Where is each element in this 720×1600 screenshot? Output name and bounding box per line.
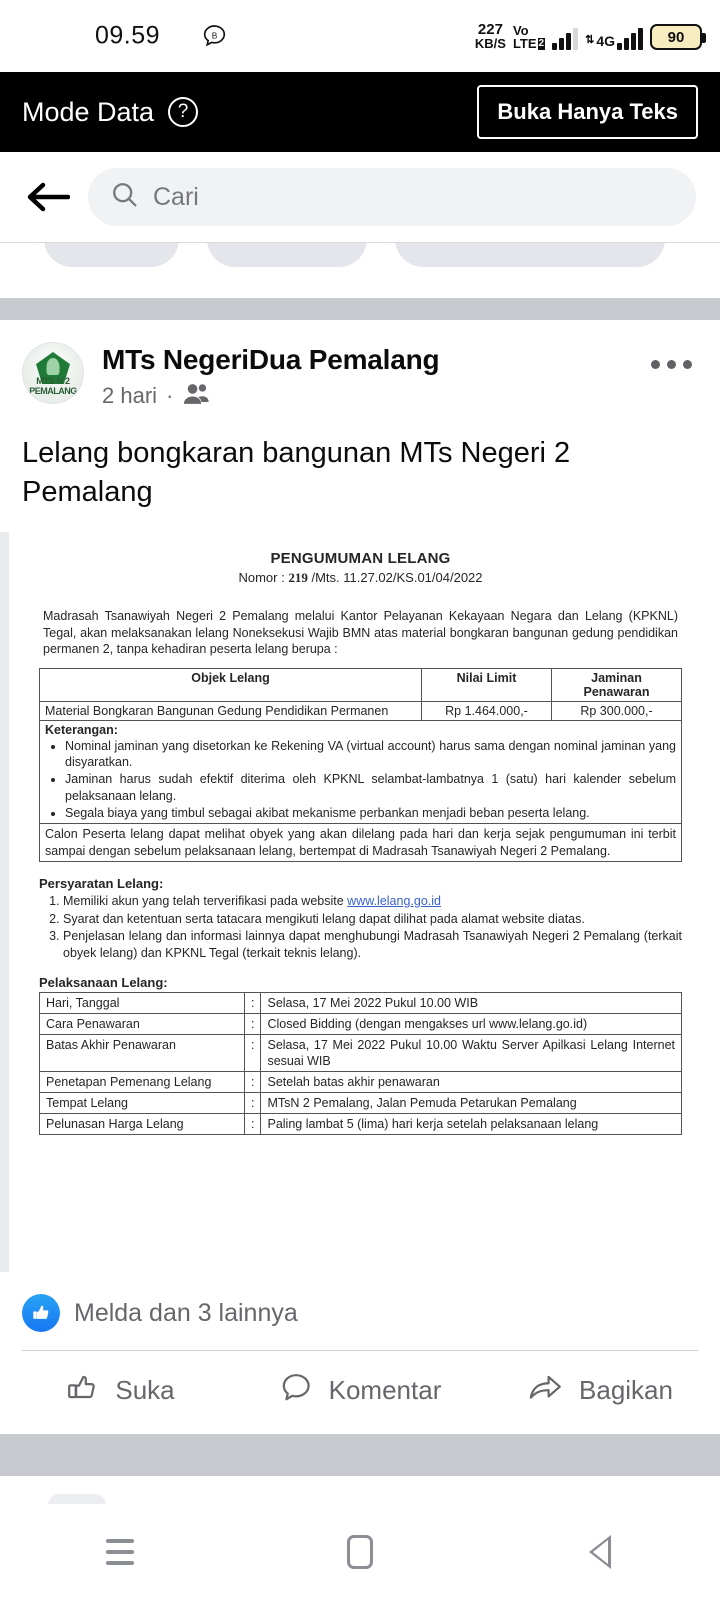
section-divider-bottom — [0, 1434, 720, 1476]
search-icon — [110, 180, 139, 214]
table-row — [40, 993, 682, 1014]
keterangan-title: Keterangan: — [45, 722, 118, 737]
pel-value: Selasa, 17 Mei 2022 Pukul 10.00 WIB — [261, 993, 682, 1014]
th-jaminan-line1: Jaminan — [591, 670, 642, 685]
post-timestamp: 2 hari — [102, 383, 158, 408]
document-title: PENGUMUMAN LELANG — [270, 550, 451, 568]
table-row — [40, 1072, 682, 1093]
td-jaminan: Rp 300.000,- — [552, 701, 682, 720]
android-navigation-bar — [0, 1504, 720, 1600]
battery-indicator — [650, 24, 702, 50]
pel-value: Paling lambat 5 (lima) hari kerja setelah pelaksanaan lelang — [261, 1114, 682, 1135]
data-mode-left-group — [22, 97, 198, 128]
share-button-label: Bagikan — [579, 1375, 673, 1406]
pel-sep: : — [245, 1093, 261, 1114]
section-divider — [0, 298, 720, 320]
thumbs-up-outline-icon — [65, 1371, 99, 1410]
avatar-dome-icon — [47, 358, 60, 375]
pel-value: MTsN 2 Pemalang, Jalan Pemuda Petarukan Pemalang — [261, 1093, 682, 1114]
pel-key: Pelunasan Harga Lelang — [40, 1114, 245, 1135]
filter-chip[interactable] — [395, 242, 665, 267]
nomor-rest: /Mts. 11.27.02/KS.01/04/2022 — [311, 570, 483, 586]
pel-value: Setelah batas akhir penawaran — [261, 1072, 682, 1093]
signal-bars-sim2-icon — [617, 28, 643, 50]
post-meta — [102, 342, 698, 410]
th-jaminan-penawaran — [552, 668, 682, 701]
help-icon[interactable]: ? — [168, 97, 198, 127]
reactions-row[interactable] — [0, 1272, 720, 1350]
pel-sep: : — [245, 1114, 261, 1135]
keterangan-list — [45, 738, 676, 821]
friends-icon[interactable] — [182, 382, 210, 410]
keterangan-item: • Nominal jaminan yang disetorkan ke Rekening VA (virtual account) harus sama dengan nominal jaminan yang disyaratkan. — [65, 738, 676, 771]
persyaratan-item-text: Memiliki akun yang telah terverifikasi pada website — [63, 894, 348, 909]
data-mode-title: Mode Data — [22, 96, 155, 127]
post-subtitle — [102, 382, 698, 410]
open-text-only-button[interactable]: Buka Hanya Teks — [477, 85, 698, 139]
network-type-label: 4G — [596, 33, 615, 49]
network-speed-unit: KB/S — [474, 36, 506, 51]
persyaratan-item — [63, 893, 682, 910]
recents-button[interactable] — [0, 1539, 240, 1565]
status-bar-indicators — [475, 22, 702, 50]
thumbs-up-filled-icon — [22, 1294, 60, 1332]
pelaksanaan-title-text: Pelaksanaan Lelang — [39, 975, 164, 991]
object-table — [39, 668, 682, 862]
post-attachment-image[interactable] — [0, 532, 720, 1272]
auction-announcement-document — [9, 532, 720, 1135]
persyaratan-item: 2. Syarat dan ketentuan serta tatacara mengikuti lelang dapat dilihat pada alamat website diatas. — [63, 911, 682, 928]
pel-sep: : — [245, 1014, 261, 1035]
td-nilai-limit: Rp 1.464.000,- — [422, 701, 552, 720]
pel-key: Batas Akhir Penawaran — [40, 1035, 245, 1072]
post-card — [0, 320, 720, 532]
volte-bottom-label — [513, 37, 545, 50]
pel-key: Hari, Tanggal — [40, 993, 245, 1014]
persyaratan-title: Persyaratan Lelang: — [39, 876, 164, 892]
pelaksanaan-title — [39, 975, 682, 990]
persyaratan-list — [39, 893, 682, 961]
pel-key: Tempat Lelang — [40, 1093, 245, 1114]
status-bar-time: 09.59 — [95, 21, 161, 50]
nomor-handwritten-value: 219 — [288, 570, 308, 586]
lelang-website-link[interactable]: www.lelang.go.id — [347, 894, 441, 909]
pelaksanaan-title-colon: : — [163, 975, 168, 991]
filter-chips-row — [0, 242, 720, 270]
pelaksanaan-table — [39, 992, 682, 1135]
pel-value: Selasa, 17 Mei 2022 Pukul 10.00 Waktu Server Apilkasi Lelang Internet sesuai WIB — [261, 1035, 682, 1072]
keterangan-item: • Jaminan harus sudah efektif diterima oleh KPKNL selambat-lambatnya 1 (satu) hari kalender sebelum pelaksanaan lelang. — [65, 771, 676, 804]
reactions-summary[interactable]: Melda dan 3 lainnya — [74, 1298, 298, 1327]
volte-top-label: Vo — [512, 23, 529, 38]
document-intro-paragraph: Madrasah Tsanawiyah Negeri 2 Pemalang melalui Kantor Pelayanan Kekayaan Negara dan Lelang (KPKNL) Tegal, akan melaksanakan lelang Noneksekusi Wajib BMN atas material bongkaran bangunan gedung pendidikan permanen 2, tanpa kehadiran peserta lelang berupa : — [43, 609, 678, 657]
persyaratan-item: 3. Penjelasan lelang dan informasi lainnya dapat menghubungi Madrasah Tsanawiyah Negeri 2 Pemalang (terkait obyek lelang) dan KPKNL Tegal (terkait teknis lelang). — [63, 928, 682, 961]
avatar[interactable] — [22, 342, 84, 404]
separator-dot: · — [166, 383, 174, 408]
pel-sep: : — [245, 1035, 261, 1072]
search-placeholder: Cari — [153, 182, 199, 211]
post-header — [0, 342, 720, 410]
post-body-text: Lelang bongkaran bangunan MTs Negeri 2 Pemalang — [22, 437, 571, 509]
battery-percent-label: 90 — [667, 28, 685, 46]
pel-sep: : — [245, 993, 261, 1014]
like-button[interactable] — [0, 1371, 240, 1410]
back-button[interactable] — [480, 1535, 720, 1569]
like-button-label: Suka — [115, 1375, 175, 1406]
td-objek: Material Bongkaran Bangunan Gedung Pendidikan Permanen — [40, 701, 422, 720]
home-icon — [347, 1535, 373, 1569]
table-header-row — [40, 668, 682, 701]
network-speed-value: 227 — [477, 21, 503, 38]
back-arrow-icon[interactable] — [24, 180, 70, 214]
data-transfer-arrows-icon: ⇅ — [585, 34, 595, 46]
th-nilai-limit: Nilai Limit — [422, 668, 552, 701]
pel-value: Closed Bidding (dengan mengakses url www.lelang.go.id) — [261, 1014, 682, 1035]
post-actions-row — [0, 1351, 720, 1434]
table-row — [40, 1035, 682, 1072]
td-calon-peserta: Calon Peserta lelang dapat melihat obyek yang akan dilelang pada hari dan kerja sejak pengumuman ini terbit sampai dengan sebelum pelaksanaan lelang, bertempat di Madrasah Tsanawiyah Negeri 2 Pemalang. — [40, 824, 682, 862]
table-row — [40, 1114, 682, 1135]
comment-bubble-icon — [279, 1371, 313, 1410]
avatar-line2: PEMALANG — [29, 386, 77, 396]
volte-icon — [513, 24, 545, 50]
network-speed-indicator — [475, 22, 506, 50]
th-jaminan-line2: Penawaran — [583, 684, 650, 699]
td-keterangan — [40, 720, 682, 823]
share-arrow-icon — [527, 1371, 563, 1410]
share-button[interactable] — [480, 1371, 720, 1410]
message-bubble-icon — [202, 24, 227, 49]
keterangan-item: • Segala biaya yang timbul sebagai akibat mekanisme perbankan menjadi beban peserta lelang. — [65, 805, 676, 821]
table-row — [40, 701, 682, 720]
table-row — [40, 1014, 682, 1035]
th-objek-lelang: Objek Lelang — [40, 668, 422, 701]
status-bar — [0, 0, 720, 72]
comment-button[interactable] — [240, 1371, 480, 1410]
filter-chip[interactable] — [207, 242, 367, 267]
search-header — [0, 152, 720, 242]
recents-menu-icon — [106, 1539, 134, 1565]
search-input[interactable] — [88, 168, 696, 226]
page-name[interactable]: MTs NegeriDua Pemalang — [102, 344, 440, 375]
pel-key: Penetapan Pemenang Lelang — [40, 1072, 245, 1093]
signal-bars-sim1-icon — [552, 28, 578, 50]
pel-sep: : — [245, 1072, 261, 1093]
data-mode-bar — [0, 72, 720, 152]
table-row-keterangan — [40, 720, 682, 823]
volte-sim-number: 2 — [538, 37, 545, 49]
filter-chip[interactable] — [44, 242, 179, 267]
volte-lte-text: LTE — [512, 36, 537, 51]
pel-key: Cara Penawaran — [40, 1014, 245, 1035]
document-number-line — [39, 570, 682, 586]
table-row-calon-peserta — [40, 824, 682, 862]
spacer — [0, 270, 720, 298]
back-triangle-icon — [589, 1535, 611, 1569]
nomor-label: Nomor : — [238, 570, 285, 586]
home-button[interactable] — [240, 1535, 480, 1569]
svg-text:B: B — [211, 30, 218, 41]
comment-button-label: Komentar — [328, 1375, 442, 1406]
table-row — [40, 1093, 682, 1114]
avatar-line1: MTS N 2 — [36, 376, 70, 386]
mobile-data-icon — [585, 28, 643, 50]
more-options-icon[interactable] — [651, 360, 692, 369]
